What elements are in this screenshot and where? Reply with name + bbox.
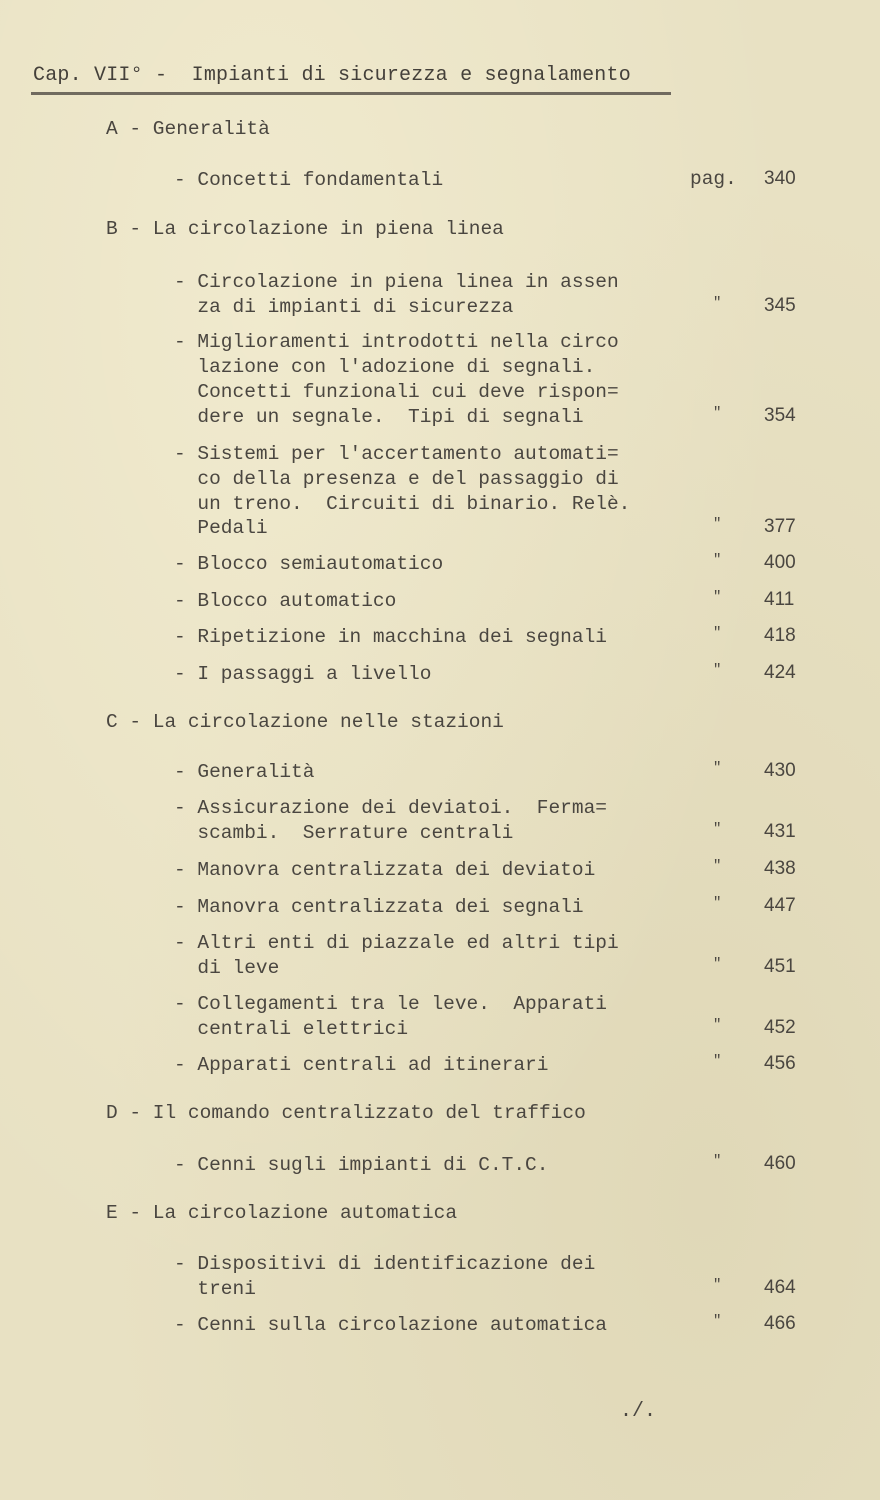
page-number: 340 <box>764 168 796 189</box>
section-heading-d: D - Il comando centralizzato del traffico <box>106 1102 586 1124</box>
ditto-mark: " <box>713 895 722 911</box>
page-number: 354 <box>764 405 796 426</box>
toc-entry-line: centrali elettrici <box>174 1018 409 1040</box>
section-heading-c: C - La circolazione nelle stazioni <box>106 711 504 733</box>
toc-entry-line: - Altri enti di piazzale ed altri tipi <box>174 932 619 954</box>
ditto-mark: " <box>713 858 722 874</box>
toc-entry-line: treni <box>174 1278 256 1300</box>
toc-entry: - I passaggi a livello <box>174 663 432 685</box>
page-number: 400 <box>764 552 796 573</box>
ditto-mark: " <box>713 295 722 311</box>
page-number: 460 <box>764 1153 796 1174</box>
ditto-mark: " <box>713 760 722 776</box>
toc-entry: - Blocco automatico <box>174 590 397 612</box>
toc-entry-line: - Sistemi per l'accertamento automati= <box>174 443 619 465</box>
toc-entry-line: - Miglioramenti introdotti nella circo <box>174 331 619 353</box>
page-number: 345 <box>764 295 796 316</box>
toc-entry-line: lazione con l'adozione di segnali. <box>174 356 596 378</box>
continuation-mark: ./. <box>620 1400 657 1423</box>
page-number: 451 <box>764 956 796 977</box>
toc-entry: - Apparati centrali ad itinerari <box>174 1054 549 1076</box>
ditto-mark: " <box>713 552 722 568</box>
title-underline <box>31 92 671 95</box>
page-number: 464 <box>764 1277 796 1298</box>
toc-entry: - Manovra centralizzata dei deviatoi <box>174 859 596 881</box>
page-number: 466 <box>764 1313 796 1334</box>
ditto-mark: " <box>713 1017 722 1033</box>
toc-entry: - Cenni sugli impianti di C.T.C. <box>174 1154 549 1176</box>
chapter-title: Cap. VII° - Impianti di sicurezza e segnalamento <box>33 64 631 87</box>
toc-entry-line: scambi. Serrature centrali <box>174 822 514 844</box>
toc-entry-line: - Collegamenti tra le leve. Apparati <box>174 993 607 1015</box>
page-number: 438 <box>764 858 796 879</box>
page-number: 431 <box>764 821 796 842</box>
page-number: 452 <box>764 1017 796 1038</box>
ditto-mark: " <box>713 405 722 421</box>
ditto-mark: " <box>713 625 722 641</box>
toc-entry-line: dere un segnale. Tipi di segnali <box>174 406 584 428</box>
toc-entry: - Concetti fondamentali <box>174 169 444 191</box>
ditto-mark: " <box>713 516 722 532</box>
page-number: 418 <box>764 625 796 646</box>
page-number: 456 <box>764 1053 796 1074</box>
toc-entry: - Manovra centralizzata dei segnali <box>174 896 584 918</box>
ditto-mark: " <box>713 821 722 837</box>
section-heading-a: A - Generalità <box>106 118 270 140</box>
toc-entry-line: za di impianti di sicurezza <box>174 296 514 318</box>
toc-entry-line: co della presenza e del passaggio di <box>174 468 619 490</box>
page-number: 411 <box>764 589 795 610</box>
toc-entry-line: Pedali <box>174 517 268 539</box>
toc-entry-line: - Assicurazione dei deviatoi. Ferma= <box>174 797 607 819</box>
toc-entry: - Blocco semiautomatico <box>174 553 444 575</box>
page-number: 377 <box>764 516 796 537</box>
toc-entry-line: di leve <box>174 957 280 979</box>
toc-entry-line: un treno. Circuiti di binario. Relè. <box>174 493 631 515</box>
section-heading-e: E - La circolazione automatica <box>106 1202 458 1224</box>
toc-entry-line: Concetti funzionali cui deve rispon= <box>174 381 619 403</box>
ditto-mark: " <box>713 1313 722 1329</box>
toc-entry: - Ripetizione in macchina dei segnali <box>174 626 607 648</box>
page-number: 430 <box>764 760 796 781</box>
page-number: 424 <box>764 662 796 683</box>
ditto-mark: " <box>713 956 722 972</box>
toc-entry: - Generalità <box>174 761 315 783</box>
ditto-mark: " <box>713 1053 722 1069</box>
page-prefix: pag. <box>690 168 737 190</box>
ditto-mark: " <box>713 1153 722 1169</box>
ditto-mark: " <box>713 1277 722 1293</box>
page-number: 447 <box>764 895 796 916</box>
ditto-mark: " <box>713 662 722 678</box>
ditto-mark: " <box>713 589 722 605</box>
section-heading-b: B - La circolazione in piena linea <box>106 218 504 240</box>
toc-entry-line: - Circolazione in piena linea in assen <box>174 271 619 293</box>
toc-entry: - Cenni sulla circolazione automatica <box>174 1314 607 1336</box>
toc-entry-line: - Dispositivi di identificazione dei <box>174 1253 596 1275</box>
